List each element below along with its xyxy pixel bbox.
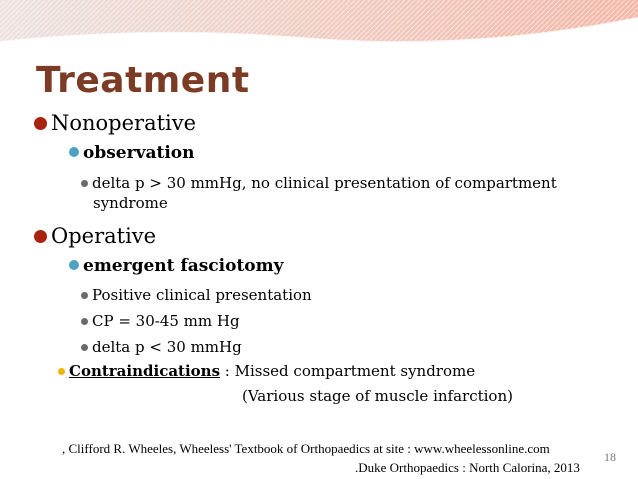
page-number: 18 [604, 450, 616, 464]
bullet-dot-icon [81, 318, 88, 325]
bullet-dot-icon [81, 292, 88, 299]
bullet-emergent-fasciotomy: emergent fasciotomy [69, 256, 284, 276]
contraindications-label: Contraindications [69, 362, 221, 380]
bullet-dot-icon [81, 344, 88, 351]
contraindications-text: : Missed compartment syndrome [220, 362, 476, 380]
contraindications-subtext: (Various stage of muscle infarction) [242, 387, 513, 405]
bullet-observation: observation [69, 143, 194, 163]
bullet-contraindications [58, 362, 475, 380]
bullet-dot-icon [69, 147, 79, 157]
bullet-observation-detail: delta p > 30 mmHg, no clinical presentation of compartment [81, 174, 557, 192]
bullet-dot-icon [69, 260, 79, 270]
bullet-dot-icon [81, 180, 88, 187]
footer-reference-line2: .Duke Orthopaedics : North Calorina, 2013 [355, 460, 580, 475]
bullet-dot-icon [58, 368, 65, 375]
bullet-positive-clinical: Positive clinical presentation [81, 286, 312, 304]
bullet-dot-icon [34, 230, 47, 243]
bullet-cp-range: CP = 30-45 mm Hg [81, 312, 240, 330]
bullet-delta-p: delta p < 30 mmHg [81, 338, 242, 356]
bullet-dot-icon [34, 117, 47, 130]
footer-reference-line1: , Clifford R. Wheeles, Wheeless' Textbook of Orthopaedics at site : www.wheelessonline.com [62, 441, 550, 456]
header-decoration [0, 0, 638, 60]
slide-title: Treatment [36, 60, 250, 101]
bullet-operative: Operative [34, 224, 156, 248]
bullet-observation-detail-continued: syndrome [93, 194, 168, 212]
bullet-nonoperative: Nonoperative [34, 111, 196, 135]
